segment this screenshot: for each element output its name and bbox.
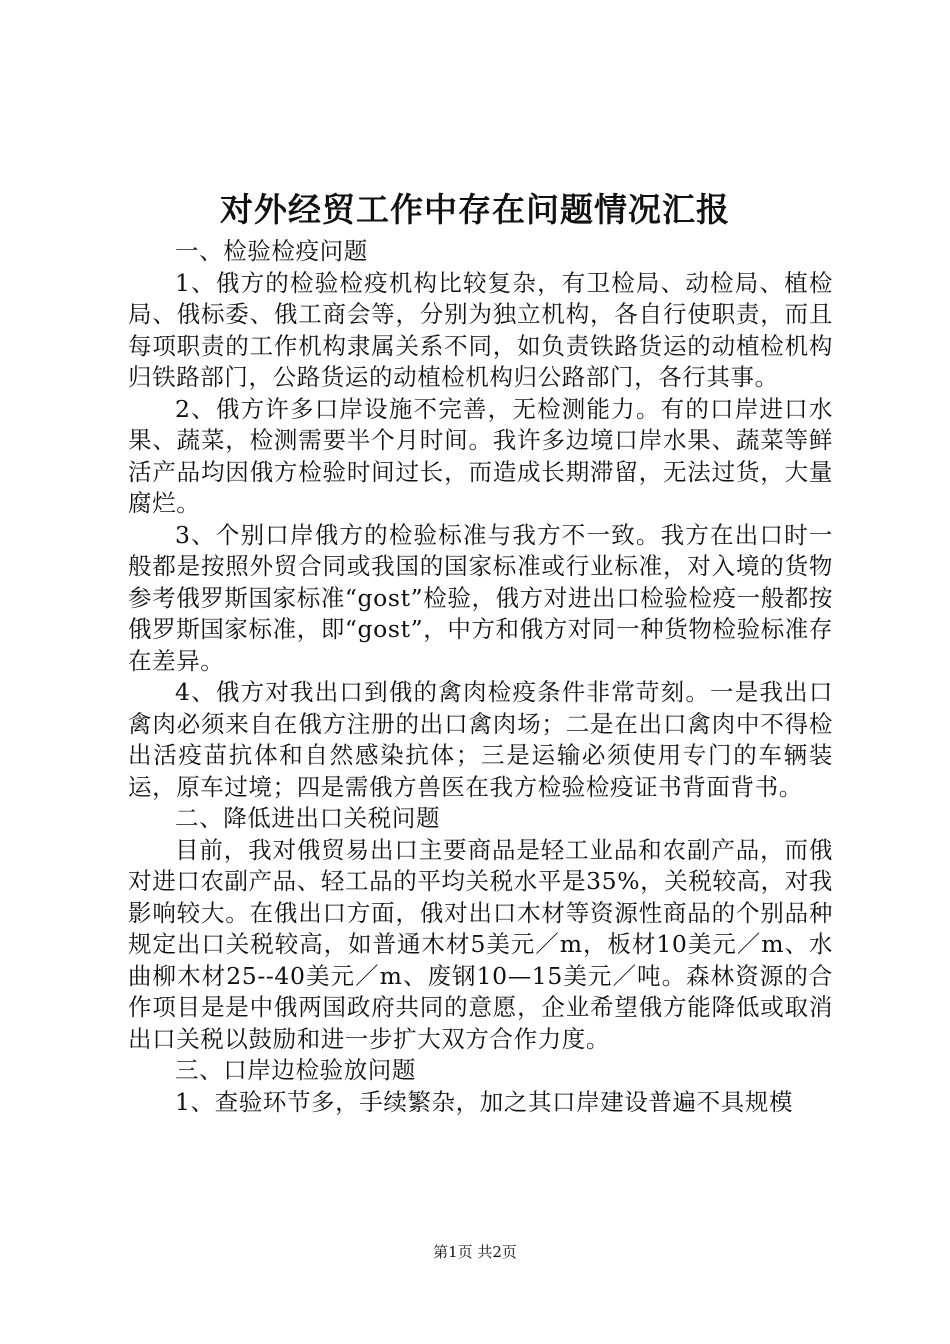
document-body bbox=[128, 236, 833, 1118]
paragraph-3-1: 1、查验环节多，手续繁杂，加之其口岸建设普遍不具规模 bbox=[175, 1087, 794, 1116]
paragraph-1-4: 4、俄方对我出口到俄的禽肉检疫条件非常苛刻。一是我出口禽肉必须来自在俄方注册的出口禽肉场；二是在出口禽肉中不得检出活疫苗抗体和自然感染抗体；三是运输必须使用专门的车辆装运，原车过境；四是需俄方兽医在我方检验检疫证书背面背书。 bbox=[128, 678, 833, 801]
section-heading-3: 三、口岸边检验放问题 bbox=[175, 1056, 416, 1084]
document-title: 对外经贸工作中存在问题情况汇报 bbox=[220, 190, 730, 229]
section-heading-1: 一、检验检疫问题 bbox=[175, 237, 368, 265]
paragraph-1-1: 1、俄方的检验检疫机构比较复杂，有卫检局、动检局、植检局、俄标委、俄工商会等，分别为独立机构，各自行使职责，而且每项职责的工作机构隶属关系不同，如负责铁路货运的动植检机构归铁路部门，公路货运的动植检机构归公路部门，各行其事。 bbox=[128, 268, 833, 391]
paragraph-2-1: 目前，我对俄贸易出口主要商品是轻工业品和农副产品，而俄对进口农副产品、轻工品的平均关税水平是35%，关税较高，对我影响较大。在俄出口方面，俄对出口木材等资源性商品的个别品种规定出口关税较高，如普通木材5美元／m，板材10美元／m、水曲柳木材25--40美元／m、废钢10—15美元／吨。森林资源的合作项目是是中俄两国政府共同的意愿，企业希望俄方能降低或取消出口关税以鼓励和进一步扩大双方合作力度。 bbox=[128, 835, 833, 1053]
section-heading-2: 二、降低进出口关税问题 bbox=[175, 804, 441, 832]
paragraph-1-3: 3、个别口岸俄方的检验标准与我方不一致。我方在出口时一般都是按照外贸合同或我国的国家标准或行业标准，对入境的货物参考俄罗斯国家标准“gost”检验，俄方对进出口检验检疫一般都按俄罗斯国家标准，即“gost”，中方和俄方对同一种货物检验标准存在差异。 bbox=[128, 520, 833, 675]
paragraph-1-2: 2、俄方许多口岸设施不完善，无检测能力。有的口岸进口水果、蔬菜，检测需要半个月时间。我许多边境口岸水果、蔬菜等鲜活产品均因俄方检验时间过长，而造成长期滞留，无法过货，大量腐烂。 bbox=[128, 394, 833, 517]
page-footer: 第1页 共2页 bbox=[433, 1243, 517, 1261]
